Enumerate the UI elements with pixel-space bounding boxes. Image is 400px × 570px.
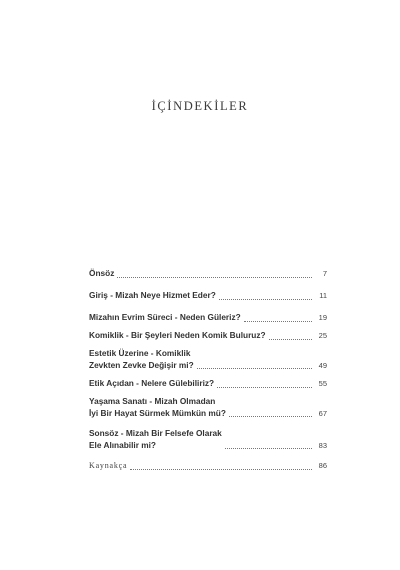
- dot-leader: [244, 321, 312, 322]
- toc-entry-label: Mizahın Evrim Süreci - Neden Güleriz?: [89, 312, 241, 322]
- toc-page-number: 49: [318, 360, 327, 370]
- toc-entry: [89, 290, 327, 302]
- toc-page-number: 67: [318, 408, 327, 418]
- toc-entry-label: Etik Açıdan - Nelere Gülebiliriz?: [89, 378, 215, 388]
- toc-entry: [89, 312, 327, 324]
- toc-page-number: 55: [318, 379, 327, 388]
- dot-leader: [130, 469, 312, 470]
- dot-leader: [229, 416, 312, 417]
- toc-entry-label: Yaşama Sanatı - Mizah Olmadan İyi Bir Hayat Sürmek Mümkün mü?: [89, 396, 226, 418]
- toc-page-number: 25: [318, 331, 327, 340]
- toc-entry-label: Giriş - Mizah Neye Hizmet Eder?: [89, 290, 216, 300]
- toc-entry-label: Sonsöz - Mizah Bir Felsefe Olarak Ele Alınabilir mi?: [89, 428, 222, 450]
- toc-entry: [89, 330, 327, 342]
- toc-entry: [89, 396, 327, 419]
- toc-page-number: 86: [318, 461, 327, 470]
- toc-entry-label: Önsöz: [89, 268, 115, 278]
- toc-entry: [89, 268, 327, 280]
- toc-entry: [89, 428, 327, 451]
- toc-entry: [89, 378, 327, 390]
- toc-page-number: 83: [318, 440, 327, 450]
- toc-entry-label: Kaynakça: [89, 461, 128, 470]
- dot-leader: [269, 339, 312, 340]
- dot-leader: [225, 448, 312, 449]
- dot-leader: [219, 299, 312, 300]
- page-title: İÇİNDEKİLER: [151, 99, 249, 113]
- dot-leader: [197, 368, 312, 369]
- toc-page-number: 11: [319, 291, 327, 300]
- dot-leader: [217, 387, 312, 388]
- toc-entry: [89, 348, 327, 371]
- toc-page-number: 7: [322, 269, 327, 278]
- toc-entry-label: Komiklik - Bir Şeyleri Neden Komik Buluruz?: [89, 330, 266, 340]
- toc-entry-label: Estetik Üzerine - Komiklik Zevkten Zevke Değişir mi?: [89, 348, 194, 370]
- dot-leader: [117, 277, 312, 278]
- toc-entry: [89, 460, 327, 472]
- toc-page-number: 19: [318, 313, 327, 322]
